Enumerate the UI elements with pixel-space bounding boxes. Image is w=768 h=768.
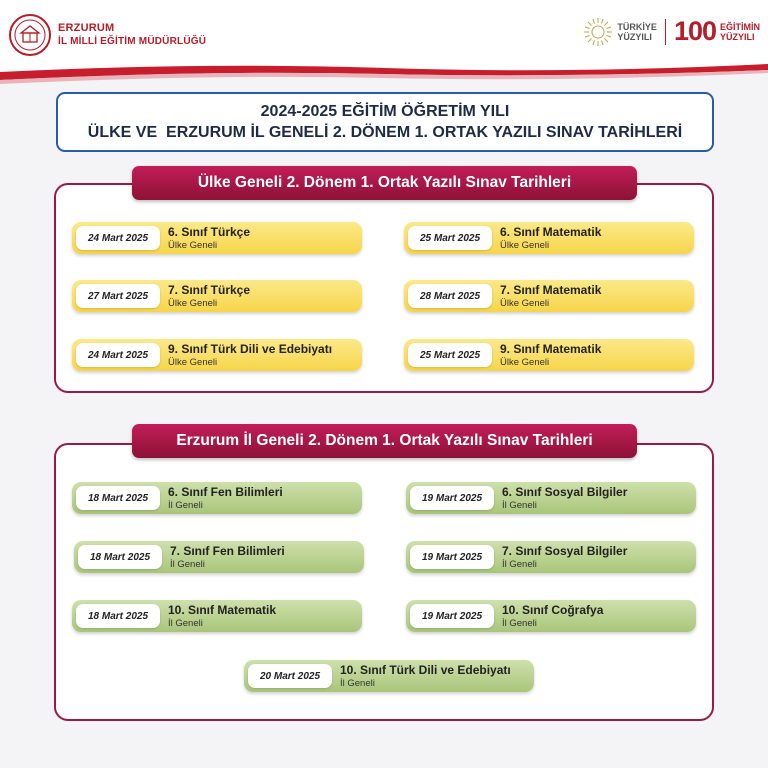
exam-scope: Ülke Geneli [168,357,218,368]
exam-card [72,222,362,254]
exam-card [72,482,362,514]
exam-scope: Ülke Geneli [500,357,550,368]
exam-subject: 7. Sınıf Matematik [500,283,602,297]
exam-scope: Ülke Geneli [500,240,550,251]
meb-seal-icon [8,13,52,57]
exam-date: 24 Mart 2025 [76,226,160,250]
exam-card [72,280,362,312]
exam-card [72,339,362,371]
exam-card [72,600,362,632]
exam-scope: İl Geneli [170,559,205,570]
exam-card [74,541,364,573]
exam-subject: 7. Sınıf Sosyal Bilgiler [502,544,628,558]
exam-card [244,660,534,692]
exam-date: 20 Mart 2025 [248,664,332,688]
exam-card [406,600,696,632]
logo-turkiye: TÜRKİYE [617,21,657,32]
exam-date: 19 Mart 2025 [410,545,494,569]
exam-date: 27 Mart 2025 [76,284,160,308]
exam-card [404,280,694,312]
section-country-wide-title: Ülke Geneli 2. Dönem 1. Ortak Yazılı Sınav Tarihleri [132,166,637,200]
exam-scope: İl Geneli [168,500,203,511]
exam-scope: İl Geneli [168,618,203,629]
exam-subject: 6. Sınıf Türkçe [168,225,251,239]
exam-scope: İl Geneli [502,618,537,629]
header-red-wave [0,58,768,88]
section-province-wide-title: Erzurum İl Geneli 2. Dönem 1. Ortak Yazılı Sınav Tarihleri [132,424,637,458]
exam-scope: İl Geneli [340,678,375,689]
exam-subject: 6. Sınıf Matematik [500,225,602,239]
exam-date: 18 Mart 2025 [76,486,160,510]
logo-divider [665,19,666,45]
title-line1: 2024-2025 EĞİTİM ÖĞRETİM YILI [260,103,510,120]
exam-subject: 10. Sınıf Matematik [168,603,277,617]
exam-date: 18 Mart 2025 [76,604,160,628]
egitimin-yuzyili-logo [674,16,760,47]
sunburst-icon [583,17,613,47]
exam-date: 19 Mart 2025 [410,604,494,628]
exam-subject: 6. Sınıf Sosyal Bilgiler [502,485,628,499]
exam-date: 28 Mart 2025 [408,284,492,308]
exam-date: 19 Mart 2025 [410,486,494,510]
exam-scope: Ülke Geneli [500,298,550,309]
exam-subject: 7. Sınıf Türkçe [168,283,251,297]
exam-subject: 10. Sınıf Coğrafya [502,603,604,617]
exam-subject: 9. Sınıf Türk Dili ve Edebiyatı [168,342,333,356]
exam-subject: 7. Sınıf Fen Bilimleri [170,544,285,558]
exam-card [406,482,696,514]
exam-card [404,222,694,254]
logo-egitimin: EĞİTİMİN [720,21,760,32]
right-logos [583,16,760,47]
exam-scope: İl Geneli [502,559,537,570]
exam-date: 18 Mart 2025 [78,545,162,569]
exam-subject: 9. Sınıf Matematik [500,342,602,356]
exam-scope: Ülke Geneli [168,298,218,309]
exam-card [406,541,696,573]
exam-date: 24 Mart 2025 [76,343,160,367]
exam-subject: 6. Sınıf Fen Bilimleri [168,485,283,499]
logo-100: 100 [673,16,716,46]
exam-date: 25 Mart 2025 [408,343,492,367]
title-line2: ÜLKE VE ERZURUM İL GENELİ 2. DÖNEM 1. ORTAK YAZILI SINAV TARİHLERİ [87,124,683,141]
org-name-line2: İL MİLLİ EĞİTİM MÜDÜRLÜĞÜ [58,36,207,47]
logo-edu-yuzyili: YÜZYILI [720,31,755,42]
turkiye-yuzyili-logo [583,17,657,47]
exam-date: 25 Mart 2025 [408,226,492,250]
org-name-line1: ERZURUM [58,22,115,34]
exam-scope: İl Geneli [502,500,537,511]
exam-scope: Ülke Geneli [168,240,218,251]
exam-subject: 10. Sınıf Türk Dili ve Edebiyatı [340,663,511,677]
title-box [56,92,714,152]
exam-card [404,339,694,371]
logo-yuzyili: YÜZYILI [617,31,652,42]
meb-logo [8,13,206,57]
